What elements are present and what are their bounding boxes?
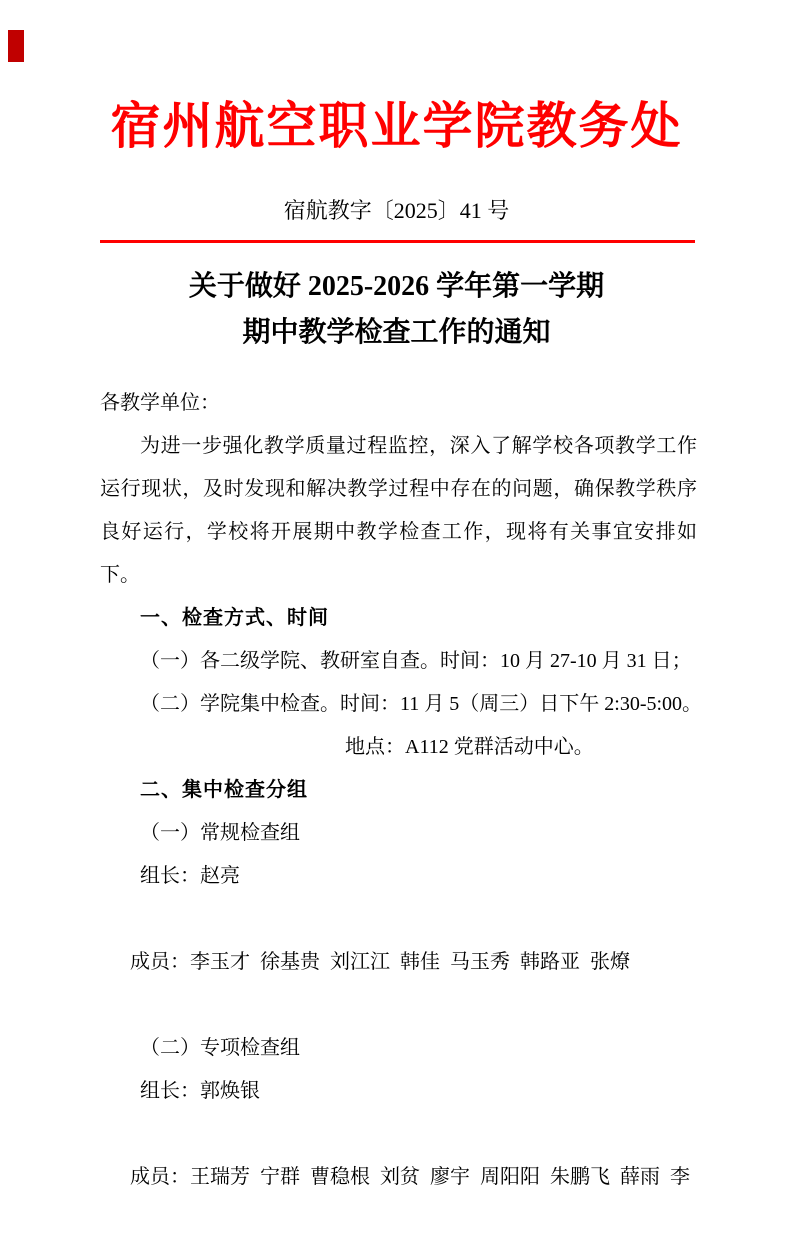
group-1-leader-name: 赵亮 xyxy=(200,865,240,887)
letterhead-title: 宿州航空职业学院教务处 xyxy=(110,98,683,154)
group-2-members xyxy=(100,1113,697,1242)
group-1-title: （一）常规检查组 xyxy=(140,822,300,844)
group-1-members xyxy=(100,898,697,1027)
group-2-members-label: 成员： xyxy=(130,1166,190,1188)
group-2-leader-name: 郭焕银 xyxy=(200,1080,260,1102)
group-2-leader-label: 组长： xyxy=(140,1080,200,1102)
notice-title-line-1: 关于做好 2025-2026 学年第一学期 xyxy=(188,271,605,302)
group-1-leader xyxy=(100,855,697,898)
salutation: 各教学单位： xyxy=(100,392,220,414)
document-body xyxy=(100,382,703,1242)
intro-paragraph: 为进一步强化教学质量过程监控，深入了解学校各项教学工作运行现状，及时发现和解决教学过程中存在的问题，确保教学秩序良好运行，学校将开展期中教学检查工作，现将有关事宜安排如下。 xyxy=(100,435,697,586)
group-1-members-label: 成员： xyxy=(130,951,190,973)
red-divider-line xyxy=(100,240,695,243)
document-number: 宿航教字〔2025〕41 号 xyxy=(283,198,510,223)
group-1-members-names: 李玉才 徐基贵 刘江江 韩佳 马玉秀 韩路亚 张燎 xyxy=(190,951,630,973)
notice-title-line-2: 期中教学检查工作的通知 xyxy=(242,317,551,348)
group-2-title: （二）专项检查组 xyxy=(140,1037,300,1059)
group-2-members-names: 王瑞芳 宁群 曹稳根 刘贫 廖宇 周阳阳 朱鹏飞 薛雨 李 xyxy=(190,1166,690,1188)
section-2-heading: 二、集中检查分组 xyxy=(140,779,308,801)
section-1-heading: 一、检查方式、时间 xyxy=(140,607,329,629)
group-1-leader-label: 组长： xyxy=(140,865,200,887)
corner-red-mark xyxy=(8,30,24,62)
section-1-item-2: （二）学院集中检查。时间：11 月 5（周三）日下午 2:30-5:00。 xyxy=(140,693,703,715)
section-1-item-1: （一）各二级学院、教研室自查。时间：10 月 27-10 月 31 日； xyxy=(140,650,692,672)
group-2-leader xyxy=(100,1070,697,1113)
section-1-location: 地点：A112 党群活动中心。 xyxy=(345,736,594,758)
